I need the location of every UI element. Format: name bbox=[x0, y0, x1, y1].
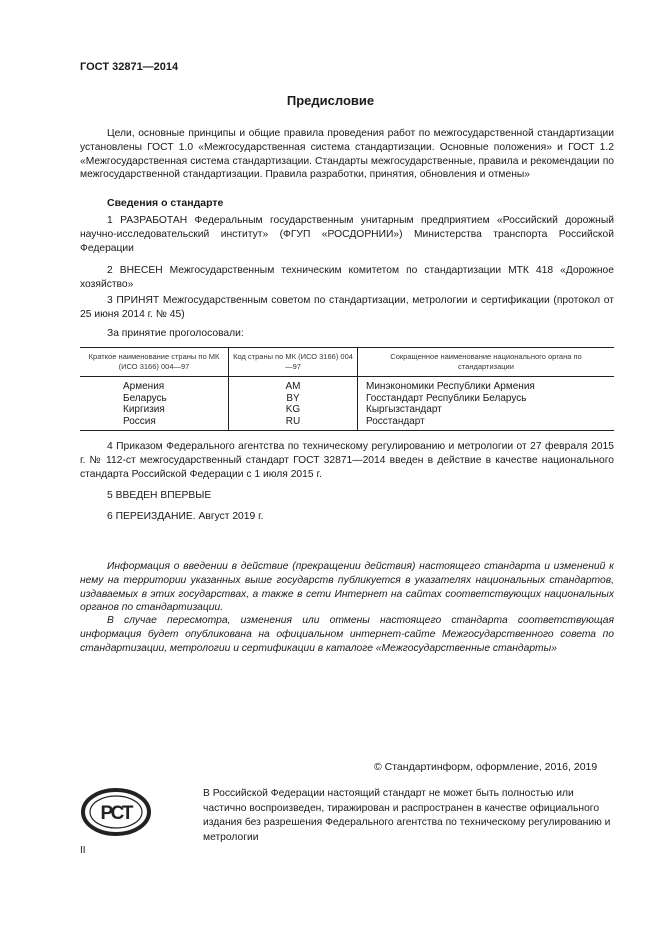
standard-info-heading: Сведения о стандарте bbox=[107, 197, 224, 209]
document-header: ГОСТ 32871—2014 bbox=[80, 61, 179, 73]
copyright-line: © Стандартинформ, оформление, 2016, 2019 bbox=[374, 761, 598, 773]
country-name: Беларусь bbox=[123, 392, 167, 404]
table-row bbox=[80, 393, 614, 405]
standards-body: Госстандарт Республики Беларусь bbox=[358, 393, 615, 405]
item-first-introduced: 5 ВВЕДЕН ВПЕРВЫЕ bbox=[107, 490, 212, 501]
country-name: Киргизия bbox=[123, 404, 165, 415]
country-code: AM bbox=[229, 377, 358, 393]
column-header-code: Код страны по МК (ИСО 3166) 004—97 bbox=[229, 348, 358, 377]
table-header-row bbox=[80, 348, 614, 377]
item-adopted: 3 ПРИНЯТ Межгосударственным советом по стандартизации, метрологии и сертификации (протокол от 25 июня 2014 г. № 45) bbox=[80, 295, 614, 320]
voting-countries-table bbox=[80, 347, 614, 431]
country-code: KG bbox=[229, 404, 358, 416]
country-code: RU bbox=[229, 416, 358, 431]
logo-lettering: РСТ bbox=[100, 803, 132, 824]
country-name: Армения bbox=[123, 381, 165, 392]
item-developed: 1 РАЗРАБОТАН Федеральным государственным унитарным предприятием «Российский дорожный научно-исследовательский институт» (ФГУП «РОСДОРНИИ») Министерства транспорта Российской Федерации bbox=[80, 215, 614, 254]
table-row bbox=[80, 377, 614, 393]
item-enacted: 4 Приказом Федерального агентства по техническому регулированию и метрологии от 27 февраля 2015 г. № 112-ст межгосударственный стандарт ГОСТ 32871—2014 введен в действие в качестве национального стандарта Российской Федерации с 1 июля 2015 г. bbox=[80, 441, 614, 480]
column-header-country: Краткое наименование страны по МК (ИСО 3166) 004—97 bbox=[80, 348, 229, 377]
voted-label: За принятие проголосовали: bbox=[107, 328, 244, 339]
page-title: Предисловие bbox=[286, 93, 375, 108]
page-number: II bbox=[80, 845, 86, 856]
reproduction-notice: В Российской Федерации настоящий стандарт не может быть полностью или частично воспроизведен, тиражирован и распространен в качестве официального издания без разрешения Федерального агентства по техническому регулированию и метрологии bbox=[203, 788, 611, 843]
standards-body: Росстандарт bbox=[358, 416, 615, 431]
country-name: Россия bbox=[80, 416, 229, 431]
standards-body: Минэкономики Республики Армения bbox=[358, 377, 615, 393]
info-paragraph-publication: Информация о введении в действие (прекращении действия) настоящего стандарта и изменений к нему на территории указанных выше государств публикуется в указателях национальных стандартов, издаваемых в этих государствах, а также в сети Интернет на сайтах соответствующих национальных органов по стандартизации. bbox=[80, 561, 614, 614]
item-submitted: 2 ВНЕСЕН Межгосударственным техническим комитетом по стандартизации МТК 418 «Дорожное хозяйство» bbox=[80, 265, 614, 290]
country-code: BY bbox=[229, 393, 358, 405]
standards-body: Кыргызстандарт bbox=[358, 404, 615, 416]
rst-logo-icon bbox=[80, 787, 152, 837]
table-row bbox=[80, 416, 614, 431]
table-row bbox=[80, 404, 614, 416]
column-header-body: Сокращенное наименование национального органа по стандартизации bbox=[358, 348, 615, 377]
intro-paragraph: Цели, основные принципы и общие правила проведения работ по межгосударственной стандартизации установлены ГОСТ 1.0 «Межгосударственная система стандартизации. Основные положения» и ГОСТ 1.2 «Межгосударственная система стандартизации. Стандарты межгосударственные, правила и рекомендации по межгосударственной стандартизации. Правила разработки, принятия, обновления и отмены» bbox=[80, 128, 614, 181]
info-paragraph-revision: В случае пересмотра, изменения или отмены настоящего стандарта соответствующая информация будет опубликована на официальном интернет-сайте Межгосударственного совета по стандартизации, метрологии и сертификации в каталоге «Межгосударственные стандарты» bbox=[80, 615, 614, 654]
item-reissue: 6 ПЕРЕИЗДАНИЕ. Август 2019 г. bbox=[107, 511, 264, 522]
